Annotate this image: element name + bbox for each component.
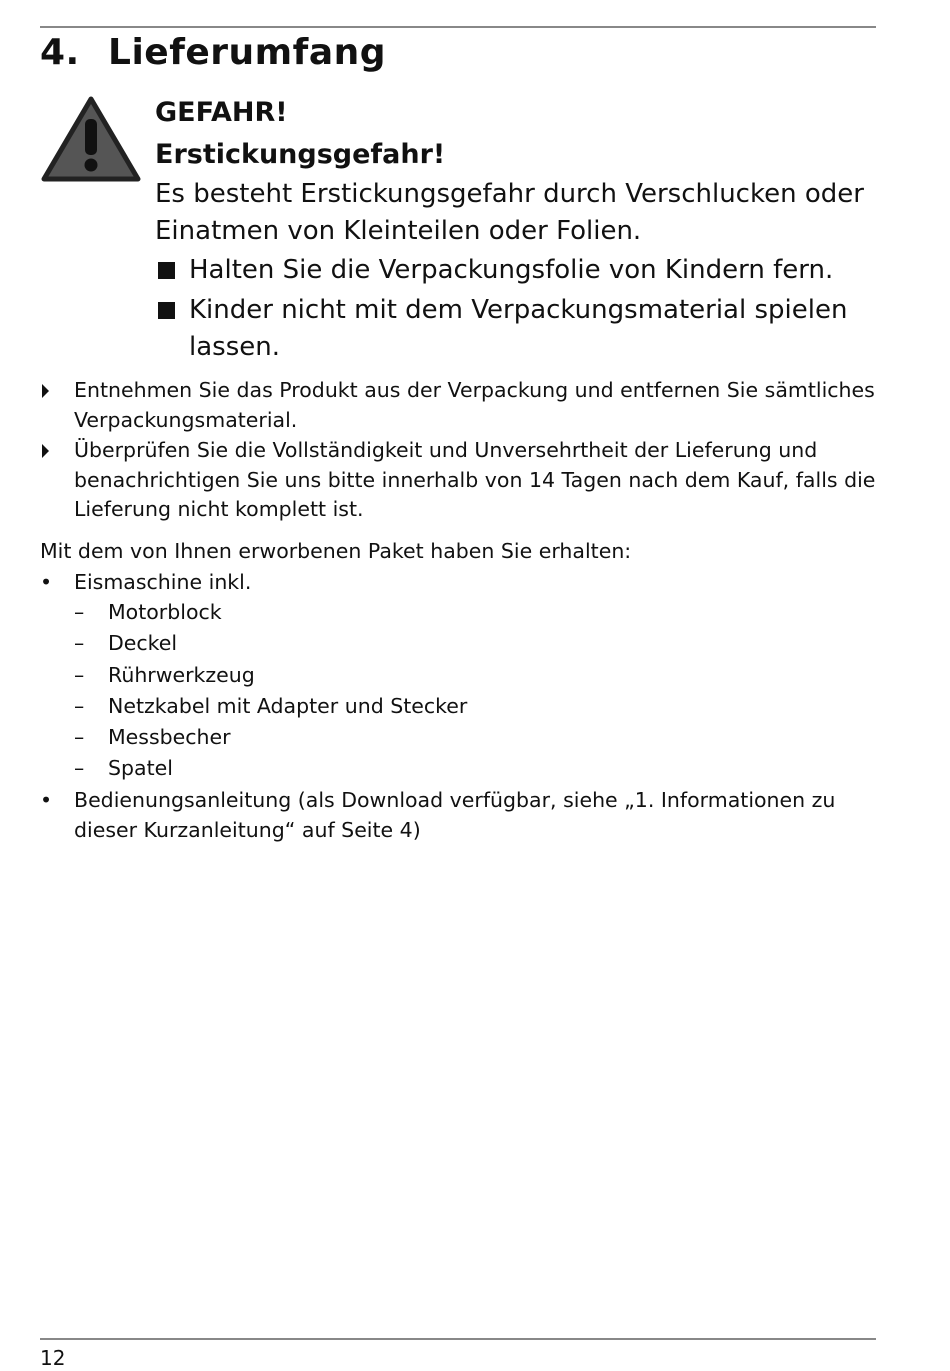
contents-subitem-label: Motorblock [108, 600, 222, 624]
dash-marker: – [74, 693, 85, 718]
contents-subitem-label: Deckel [108, 631, 178, 656]
instruction-step-text: Überprüfen Sie die Vollständigkeit und Unversehrtheit der Lieferung und benachrichtigen Sie uns bitte innerhalb von 14 Tagen nach dem Kauf, falls die Lieferung nicht komplett ist. [74, 438, 876, 521]
contents-subitem [74, 691, 876, 722]
contents-subitem-label: Rührwerkzeug [108, 662, 255, 687]
contents-subitem-label: Messbecher [108, 725, 231, 750]
square-bullet-icon [158, 262, 175, 279]
instruction-steps [40, 376, 876, 526]
dash-marker: – [74, 631, 85, 656]
contents-subitem [74, 628, 876, 659]
dash-marker: – [74, 756, 85, 781]
arrow-bullet-icon [42, 384, 49, 398]
contents-subitem-label: Spatel [108, 756, 173, 781]
contents-subitem [74, 722, 876, 753]
page-number: 12 [40, 1346, 66, 1370]
instruction-step [40, 436, 876, 525]
contents-subitem [74, 660, 876, 691]
contents-item-label: Bedienungsanleitung (als Download verfügbar, siehe „1. Informationen zu dieser Kurzanleitung“ auf Seite 4) [74, 787, 836, 842]
contents-item-label: Eismaschine inkl. [74, 570, 252, 594]
section-heading [40, 32, 386, 73]
warning-text: Es besteht Erstickungsgefahr durch Verschlucken oder Einatmen von Kleinteilen oder Folien. [155, 179, 864, 246]
instruction-step [40, 376, 876, 435]
contents-list [40, 567, 876, 845]
warning-title: Erstickungsgefahr! [155, 139, 446, 170]
warning-measure-text: Halten Sie die Verpackungsfolie von Kindern fern. [189, 255, 834, 285]
warning-level: GEFAHR! [155, 97, 288, 128]
contents-subitem [74, 597, 876, 628]
warning-block [155, 92, 875, 369]
warning-measure-text: Kinder nicht mit dem Verpackungsmaterial spielen lassen. [189, 295, 848, 362]
section-number: 4. [40, 32, 80, 73]
bullet-marker: • [40, 787, 53, 812]
dash-marker: – [74, 725, 85, 750]
contents-intro: Mit dem von Ihnen erworbenen Paket haben Sie erhalten: [40, 539, 632, 563]
warning-measure [155, 292, 875, 366]
warning-triangle-icon [40, 95, 142, 183]
dash-marker: – [74, 600, 85, 624]
warning-measure [155, 252, 875, 289]
bullet-marker: • [40, 570, 53, 594]
square-bullet-icon [158, 302, 175, 319]
arrow-bullet-icon [42, 444, 49, 458]
contents-item [40, 567, 876, 785]
contents-subitem [74, 753, 876, 784]
contents-subitem-label: Netzkabel mit Adapter und Stecker [108, 693, 468, 718]
top-rule [40, 26, 876, 28]
section-title: Lieferumfang [108, 32, 387, 73]
instruction-step-text: Entnehmen Sie das Produkt aus der Verpackung und entfernen Sie sämtliches Verpackungsmaterial. [74, 378, 875, 432]
contents-item [40, 785, 876, 845]
contents-sublist [74, 597, 876, 785]
bottom-rule [40, 1338, 876, 1340]
dash-marker: – [74, 662, 85, 687]
warning-measures [155, 252, 875, 366]
